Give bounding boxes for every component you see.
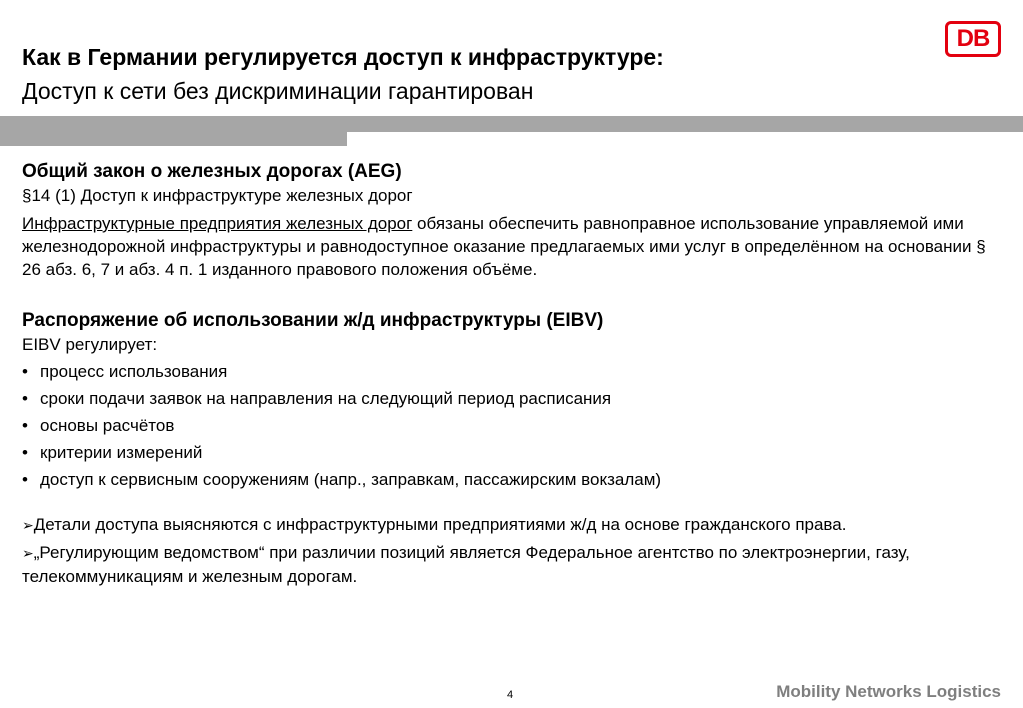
conclusion-text: Детали доступа выясняются с инфраструктурными предприятиями ж/д на основе гражданского права. [33,515,847,534]
db-logo-text: DB [956,25,990,52]
section-aeg-paragraph [22,212,997,281]
page-number: 4 [507,689,514,701]
bullet-icon: • [22,362,28,381]
conclusion-text: „Регулирующим ведомством“ при различии позиций является Федеральное агентство по электроэнергии, газу, телекоммуникациям и железным дорогам. [22,543,910,586]
section-aeg-paragraph-text: обязаны обеспечить равноправное использование управляемой ими железнодорожной инфраструктуры и равнодоступное оказание предлагаемых ими услуг в определённом на основании § 26 абз. 6, 7 и абз. 4 п. 1 изданного правового положения объёме. [22,214,986,279]
db-logo [945,21,1001,57]
bullet-icon: • [22,389,28,408]
list-item [22,441,997,464]
list-item [22,360,997,383]
section-aeg-clause: §14 (1) Доступ к инфраструктуре железных дорог [22,186,413,205]
header-bar-right [347,116,1023,132]
conclusion-item [22,541,997,588]
section-aeg-heading: Общий закон о железных дорогах (AEG) [22,161,402,182]
section-eibv-heading: Распоряжение об использовании ж/д инфраструктуры (EIBV) [22,310,604,331]
eibv-bullet-list [22,360,997,491]
page-title: Как в Германии регулируется доступ к инфраструктуре: [22,44,664,70]
bullet-icon: • [22,416,28,435]
conclusions [22,513,997,588]
bullet-icon: • [22,443,28,462]
list-item [22,468,997,491]
footer-brand: Mobility Networks Logistics [776,682,1001,701]
bullet-icon: • [22,470,28,489]
arrow-bullet-icon: ➢ [22,545,34,561]
header-bar-left [0,116,347,146]
list-item [22,387,997,410]
list-item-text: доступ к сервисным сооружениям (напр., заправкам, пассажирским вокзалам) [40,470,662,489]
list-item [22,414,997,437]
list-item-text: процесс использования [40,362,228,381]
page-subtitle: Доступ к сети без дискриминации гарантирован [22,78,534,104]
list-item-text: критерии измерений [40,443,203,462]
slide-content [22,160,997,592]
list-item-text: основы расчётов [40,416,175,435]
arrow-bullet-icon: ➢ [22,517,34,533]
section-aeg-underlined-text: Инфраструктурные предприятия железных дорог [22,214,413,233]
conclusion-item [22,513,997,537]
section-eibv [22,309,997,491]
list-item-text: сроки подачи заявок на направления на следующий период расписания [40,389,612,408]
section-eibv-intro: EIBV регулирует: [22,335,158,354]
